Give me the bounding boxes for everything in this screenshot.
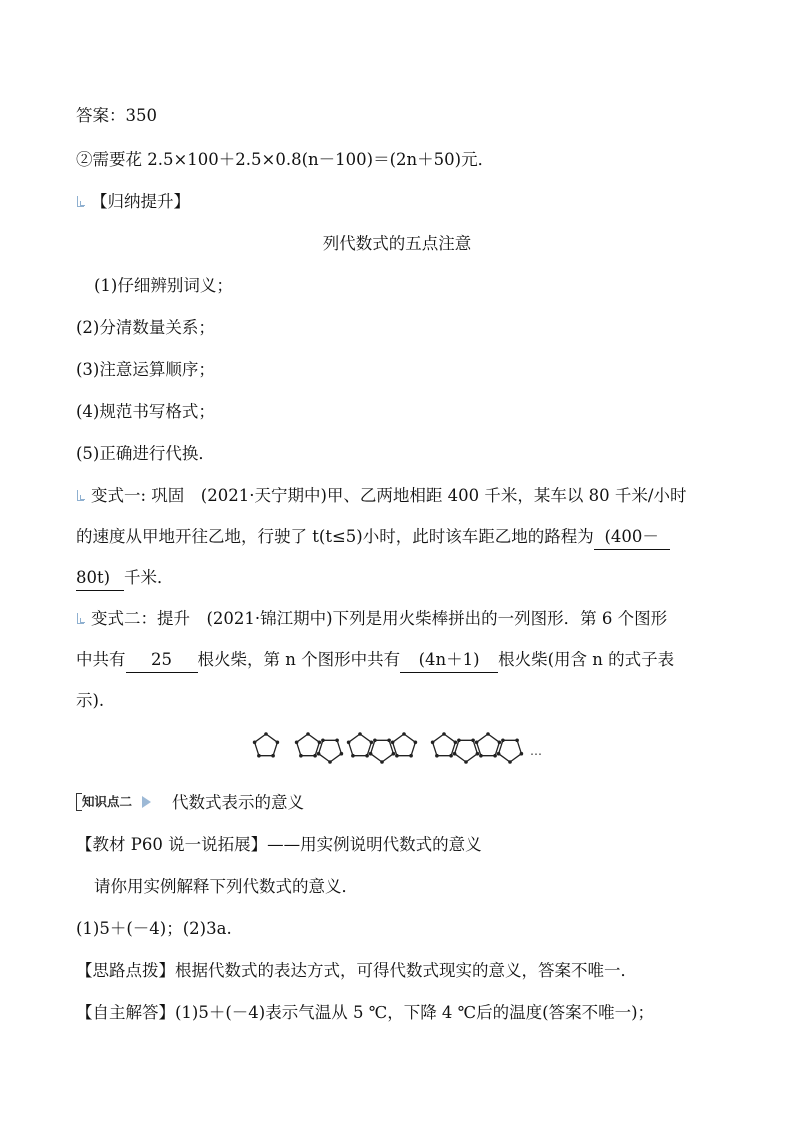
matchstick-joint: [335, 739, 339, 743]
matchstick-joint: [257, 754, 261, 758]
pentagon-shape: [297, 734, 320, 756]
pentagon-shape: [349, 734, 372, 756]
knowledge-point-badge: 知识点二: [76, 791, 156, 813]
matchstick-joint: [380, 760, 384, 764]
summary-label: 【归纳提升】: [91, 192, 190, 211]
pentagon-shape: [477, 734, 500, 756]
matchstick-joint: [476, 752, 480, 756]
matchstick-joint: [501, 739, 505, 743]
matchstick-joint: [391, 741, 395, 745]
matchstick-joint: [369, 752, 373, 756]
matchstick-joint: [313, 754, 317, 758]
point-5: (5)正确进行代换．: [76, 444, 215, 463]
matchstick-pentagon-figure: [248, 726, 548, 774]
matchstick-joint: [347, 741, 351, 745]
pentagon-shape: [319, 740, 342, 762]
point-1: (1)仔细辨别词义；: [94, 276, 233, 295]
matchstick-joint: [475, 741, 479, 745]
variant-2-line-2: 中共有 25 根火柴，第 n 个图形中共有 (4n＋1) 根火柴(用含 n 的式子表: [76, 648, 726, 673]
matchstick-joint: [317, 752, 321, 756]
matchstick-joint: [449, 754, 453, 758]
matchstick-joint: [340, 752, 344, 756]
answer-blank: 80t): [76, 566, 124, 591]
matchstick-joint: [479, 754, 483, 758]
variant-2-line-3: 示).: [76, 691, 105, 710]
answer-line: 答案：350: [76, 106, 157, 125]
matchstick-joint: [497, 752, 501, 756]
pentagon-shape: [455, 740, 478, 762]
point-4: (4)规范书写格式；: [76, 402, 215, 421]
section-marker-icon: [76, 613, 85, 625]
matchstick-joint: [395, 754, 399, 758]
variant-1-line-3: 80t) 千米．: [76, 566, 726, 591]
matchstick-joint: [464, 760, 468, 764]
matchstick-joint: [306, 732, 310, 736]
variant-1-line-2: 的速度从甲地开往乙地，行驶了 t(t≤5)小时，此时该车距乙地的路程为 (400－: [76, 525, 726, 550]
matchstick-joint: [264, 732, 268, 736]
matchstick-joint: [271, 754, 275, 758]
matchstick-joint: [520, 752, 524, 756]
matchstick-joint: [351, 754, 355, 758]
matchstick-joint: [431, 741, 435, 745]
pentagon-shape: [393, 734, 416, 756]
point-2: (2)分清数量关系；: [76, 318, 215, 337]
pentagon-shape: [255, 734, 278, 756]
arrow-icon: [142, 796, 151, 808]
matchstick-joint: [453, 752, 457, 756]
solution-line: 【自主解答】(1)5＋(－4)表示气温从 5 ℃，下降 4 ℃后的温度(答案不唯一)；: [76, 1003, 655, 1022]
matchstick-joint: [515, 739, 519, 743]
matchstick-joint: [471, 739, 475, 743]
summary-title: 列代数式的五点注意: [322, 234, 472, 253]
matchstick-joint: [435, 754, 439, 758]
answer-blank: 25: [126, 648, 198, 673]
hint-line: 【思路点拨】根据代数式的表达方式，可得代数式现实的意义，答案不唯一．: [76, 961, 637, 980]
matchstick-joint: [370, 741, 374, 745]
matchstick-joint: [253, 741, 257, 745]
point-3: (3)注意运算顺序；: [76, 360, 215, 379]
matchstick-joint: [392, 752, 396, 756]
matchstick-joint: [486, 732, 490, 736]
pentagon-shape: [433, 734, 456, 756]
knowledge-point-title: 代数式表示的意义: [172, 793, 304, 812]
variant-2-line-1: 变式二：提升 (2021·锦江期中)下列是用火柴棒拼出的一列图形．第 6 个图形: [76, 607, 726, 631]
textbook-extension-line: 【教材 P60 说一说拓展】——用实例说明代数式的意义: [76, 835, 482, 854]
answer-blank: (4n＋1): [400, 648, 498, 673]
matchstick-joint: [457, 739, 461, 743]
pentagon-shape: [499, 740, 522, 762]
exercise-line: (1)5＋(－4)；(2)3a.: [76, 919, 232, 938]
matchstick-joint: [321, 739, 325, 743]
prompt-line: 请你用实例解释下列代数式的意义．: [94, 877, 358, 896]
variant-1-line-1: 变式一: 巩固 (2021·天宁期中)甲、乙两地相距 400 千米，某车以 80 千米/小时: [76, 484, 726, 508]
matchstick-joint: [299, 754, 303, 758]
summary-heading: [76, 190, 726, 214]
matchstick-joint: [365, 754, 369, 758]
matchstick-joint: [387, 739, 391, 743]
matchstick-joint: [442, 732, 446, 736]
answer-blank: (400－: [594, 525, 670, 550]
figure-ellipsis: …: [530, 744, 542, 758]
section-marker-icon: [76, 196, 85, 208]
matchstick-joint: [318, 741, 322, 745]
matchstick-joint: [508, 760, 512, 764]
matchstick-joint: [409, 754, 413, 758]
matchstick-joint: [328, 760, 332, 764]
matchstick-joint: [498, 741, 502, 745]
calculation-line: ②需要花 2.5×100＋2.5×0.8(n－100)＝(2n＋50)元．: [76, 150, 495, 169]
matchstick-joint: [373, 739, 377, 743]
matchstick-joint: [402, 732, 406, 736]
matchstick-joint: [414, 741, 418, 745]
matchstick-joint: [358, 732, 362, 736]
matchstick-joint: [295, 741, 299, 745]
pentagon-shape: [371, 740, 394, 762]
section-marker-icon: [76, 490, 85, 502]
matchstick-joint: [493, 754, 497, 758]
matchstick-joint: [276, 741, 280, 745]
matchstick-joint: [454, 741, 458, 745]
